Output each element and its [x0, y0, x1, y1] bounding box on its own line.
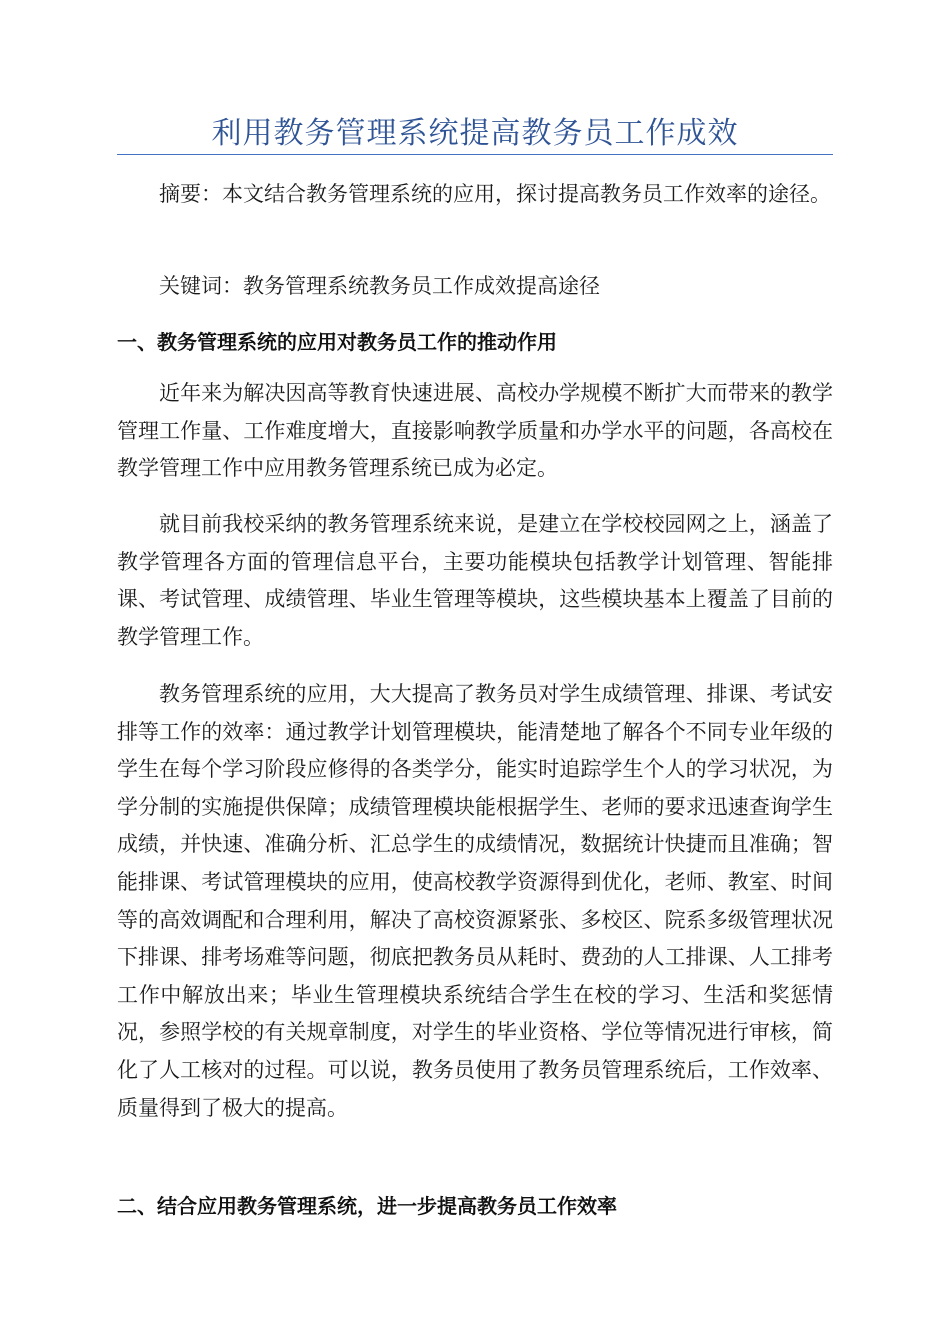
section-1-paragraph-3: 教务管理系统的应用，大大提高了教务员对学生成绩管理、排课、考试安排等工作的效率：通过教学计划管理模块，能清楚地了解各个不同专业年级的学生在每个学习阶段应修得的各类学分，能实时追踪学生个人的学习状况，为学分制的实施提供保障；成绩管理模块能根据学生、老师的要求迅速查询学生成绩，并快速、准确分析、汇总学生的成绩情况，数据统计快捷而且准确；智能排课、考试管理模块的应用，使高校教学资源得到优化，老师、教室、时间等的高效调配和合理利用，解决了高校资源紧张、多校区、院系多级管理状况下排课、排考场难等问题，彻底把教务员从耗时、费劲的人工排课、人工排考工作中解放出来；毕业生管理模块系统结合学生在校的学习、生活和奖惩情况，参照学校的有关规章制度，对学生的毕业资格、学位等情况进行审核，简化了人工核对的过程。可以说，教务员使用了教务员管理系统后，工作效率、质量得到了极大的提高。: [117, 682, 833, 1120]
section-1-paragraph-1: 近年来为解决因高等教育快速进展、高校办学规模不断扩大而带来的教学管理工作量、工作难度增大，直接影响教学质量和办学水平的问题，各高校在教学管理工作中应用教务管理系统已成为必定。: [117, 381, 833, 481]
section-2-heading: 二、结合应用教务管理系统，进一步提高教务员工作效率: [117, 1194, 617, 1218]
keywords-paragraph: 关键词：教务管理系统教务员工作成效提高途径: [159, 274, 600, 298]
section-1-paragraph-2: 就目前我校采纳的教务管理系统来说，是建立在学校校园网之上，涵盖了教学管理各方面的管理信息平台，主要功能模块包括教学计划管理、智能排课、考试管理、成绩管理、毕业生管理等模块，这些模块基本上覆盖了目前的教学管理工作。: [117, 512, 833, 649]
abstract-paragraph: 摘要：本文结合教务管理系统的应用，探讨提高教务员工作效率的途径。: [159, 182, 831, 206]
title-underline: [117, 154, 833, 155]
section-1-heading: 一、教务管理系统的应用对教务员工作的推动作用: [117, 330, 557, 354]
document-title: 利用教务管理系统提高教务员工作成效: [211, 116, 739, 151]
